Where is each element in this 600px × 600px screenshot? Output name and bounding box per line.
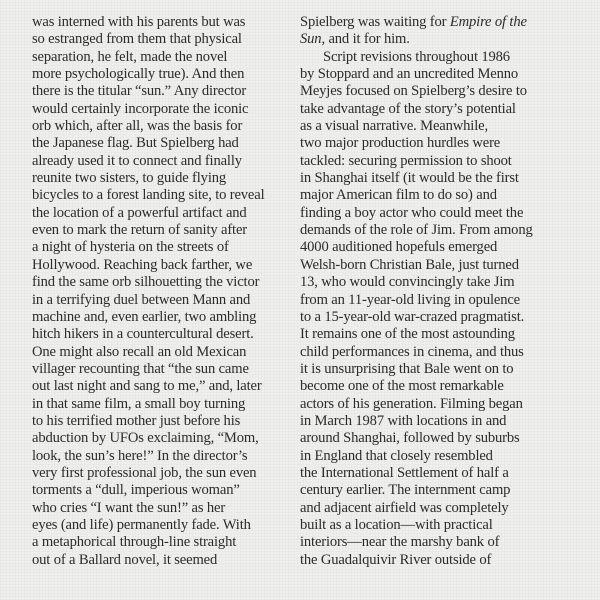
text-line: the location of a powerful artifact and (32, 204, 247, 221)
left-text-column (32, 14, 280, 569)
text-line: as a visual narrative. Meanwhile, (300, 118, 488, 135)
text-line: eyes (and life) permanently fade. With (32, 516, 251, 533)
text-line: there is the titular “sun.” Any director (32, 83, 247, 100)
text-line: would certainly incorporate the iconic (32, 100, 249, 117)
text-line: by Stoppard and an uncredited Menno (300, 66, 519, 83)
text-line: villager recounting that “the sun came (32, 360, 249, 377)
text-line: to a 15-year-old war-crazed pragmatist. (300, 308, 525, 325)
paragraph-start-line: Script revisions throughout 1986 (323, 48, 510, 65)
text-line: find the same orb silhouetting the victor (32, 274, 260, 291)
text-line: separation, he felt, made the novel (32, 48, 228, 65)
text-line: out of a Ballard novel, it seemed (32, 551, 218, 568)
text-line (300, 14, 548, 31)
text-line: from an 11-year-old living in opulence (300, 291, 521, 308)
text-line: interiors—near the marshy bank of (300, 534, 500, 551)
text-line: finding a boy actor who could meet the (300, 204, 524, 221)
text-span: Spielberg was waiting for (300, 14, 450, 30)
text-line (300, 31, 548, 48)
text-line: the Guadalquivir River outside of (300, 551, 492, 568)
text-line: major American film to do so) and (300, 187, 497, 204)
text-line: orb which, after all, was the basis for (32, 118, 243, 135)
text-line: the Japanese flag. But Spielberg had (32, 135, 239, 152)
text-line: very first professional job, the sun even (32, 464, 257, 481)
text-line: become one of the most remarkable (300, 378, 504, 395)
text-line: to his terrified mother just before his (32, 412, 241, 429)
text-line: two major production hurdles were (300, 135, 501, 152)
text-line: in a terrifying duel between Mann and (32, 291, 251, 308)
text-line: reunite two sisters, to guide flying (32, 170, 227, 187)
text-line: take advantage of the story’s potential (300, 100, 516, 117)
text-line: a metaphorical through-line straight (32, 534, 237, 551)
text-line: machine and, even earlier, two ambling (32, 308, 257, 325)
text-line: Welsh-born Christian Bale, just turned (300, 256, 519, 273)
text-line: torments a “dull, imperious woman” (32, 482, 240, 499)
text-line: so estranged from them that physical (32, 31, 242, 48)
text-line: bicycles to a forest landing site, to reveal (32, 187, 265, 204)
text-line: One might also recall an old Mexican (32, 343, 247, 360)
text-line: was interned with his parents but was (32, 14, 246, 30)
film-title-italic: Empire of the (449, 14, 527, 30)
text-line: and adjacent airfield was completely (300, 499, 509, 516)
text-line: built as a location—with practical (300, 516, 493, 533)
text-line: in March 1987 with locations in and (300, 412, 507, 429)
text-line: 4000 auditioned hopefuls emerged (300, 239, 498, 256)
film-title-italic: Sun (300, 31, 322, 48)
text-line: a night of hysteria on the streets of (32, 239, 229, 256)
text-line: demands of the role of Jim. From among (300, 222, 533, 239)
text-line: tackled: securing permission to shoot (300, 152, 512, 169)
text-line: look, the sun’s here!” In the director’s (32, 447, 248, 464)
text-line: It remains one of the most astounding (300, 326, 515, 343)
text-line: who cries “I want the sun!” as her (32, 499, 226, 516)
text-line: 13, who would convincingly take Jim (300, 274, 515, 291)
text-line: hitch hikers in a countercultural desert. (32, 326, 254, 343)
text-line: Meyjes focused on Spielberg’s desire to (300, 83, 527, 100)
text-line: century earlier. The internment camp (300, 482, 511, 499)
text-line: Hollywood. Reaching back farther, we (32, 256, 253, 273)
text-line: actors of his generation. Filming began (300, 395, 523, 412)
text-line: child performances in cinema, and thus (300, 343, 524, 360)
text-line: even to mark the return of sanity after (32, 222, 247, 239)
text-line: more psychologically true). And then (32, 66, 245, 83)
text-line: it is unsurprising that Bale went on to (300, 360, 514, 377)
text-line: out last night and sang to me,” and, later (32, 378, 262, 395)
text-line: around Shanghai, followed by suburbs (300, 430, 520, 447)
text-line: in England that closely resembled (300, 447, 493, 464)
text-line: abduction by UFOs exclaiming, “Mom, (32, 430, 259, 447)
right-text-column (300, 14, 548, 569)
text-line: already used it to connect and finally (32, 152, 242, 169)
text-line: the International Settlement of half a (300, 464, 509, 481)
text-line: in that same film, a small boy turning (32, 395, 246, 412)
text-span: , and it for him. (321, 31, 410, 48)
text-line: in Shanghai itself (it would be the first (300, 170, 519, 187)
